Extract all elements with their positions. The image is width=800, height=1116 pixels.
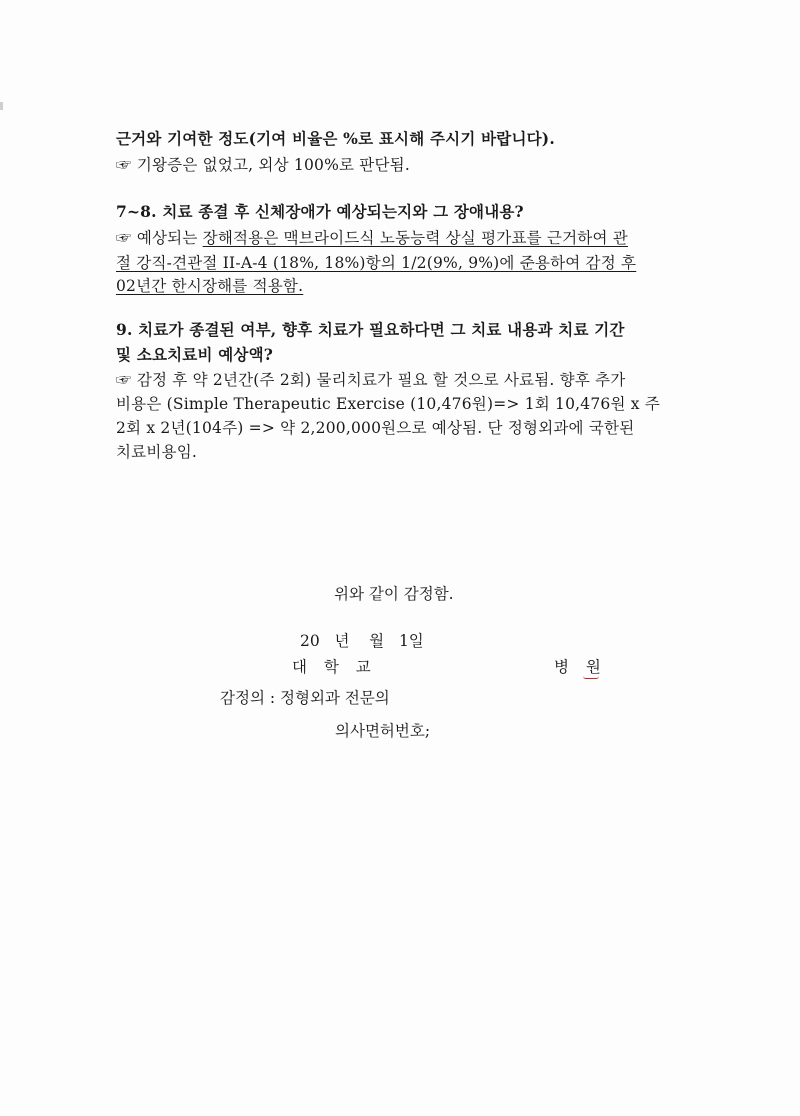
license-number-label: 의사면허번호; bbox=[335, 722, 431, 740]
section-9-heading-line-2: 및 소요치료비 예상액? bbox=[116, 345, 274, 364]
section-7-8-answer-underlined: 장해적용은 맥브라이드식 노동능력 상실 평가표를 근거하여 관 bbox=[202, 229, 628, 247]
section-7-8-answer-prefix: ☞ 예상되는 bbox=[116, 229, 203, 247]
closing-date: 20 년 월 1일 bbox=[300, 632, 424, 650]
spellcheck-underline bbox=[583, 676, 599, 679]
section-9-answer-line-3: 2회 x 2년(104주) => 약 2,200,000원으로 예상됨. 단 정형외과에 국한된 bbox=[116, 419, 635, 437]
contribution-answer: ☞ 기왕증은 없었고, 외상 100%로 판단됨. bbox=[116, 156, 410, 174]
university-label: 대 학 교 bbox=[292, 658, 377, 676]
section-9-answer-line-4: 치료비용임. bbox=[116, 443, 197, 461]
section-7-8-heading: 7~8. 치료 종결 후 신체장애가 예상되는지와 그 장애내용? bbox=[116, 202, 524, 221]
section-9-answer-line-1: ☞ 감정 후 약 2년간(주 2회) 물리치료가 필요 할 것으로 사료됨. 향후 추가 bbox=[116, 371, 626, 389]
section-7-8-answer-line-1 bbox=[116, 226, 696, 250]
examiner-label: 감정의 : 정형외과 전문의 bbox=[220, 689, 390, 707]
section-7-8-answer-line-2: 절 강직-견관절 II-A-4 (18%, 18%)항의 1/2(9%, 9%)에 준용하여 감정 후 bbox=[116, 254, 637, 272]
section-9-heading-line-1: 9. 치료가 종결된 여부, 향후 치료가 필요하다면 그 치료 내용과 치료 기간 bbox=[116, 320, 625, 339]
section-7-8-answer-line-3: 02년간 한시장해를 적용함. bbox=[116, 277, 304, 295]
scan-edge-mark bbox=[0, 102, 3, 110]
contribution-heading: 근거와 기여한 정도(기여 비율은 %로 표시해 주시기 바랍니다). bbox=[116, 129, 555, 148]
section-9-answer-line-2: 비용은 (Simple Therapeutic Exercise (10,476원)=> 1회 10,476원 x 주 bbox=[116, 395, 661, 413]
closing-statement: 위와 같이 감정함. bbox=[334, 585, 454, 603]
hospital-label: 병 원 bbox=[554, 658, 607, 676]
